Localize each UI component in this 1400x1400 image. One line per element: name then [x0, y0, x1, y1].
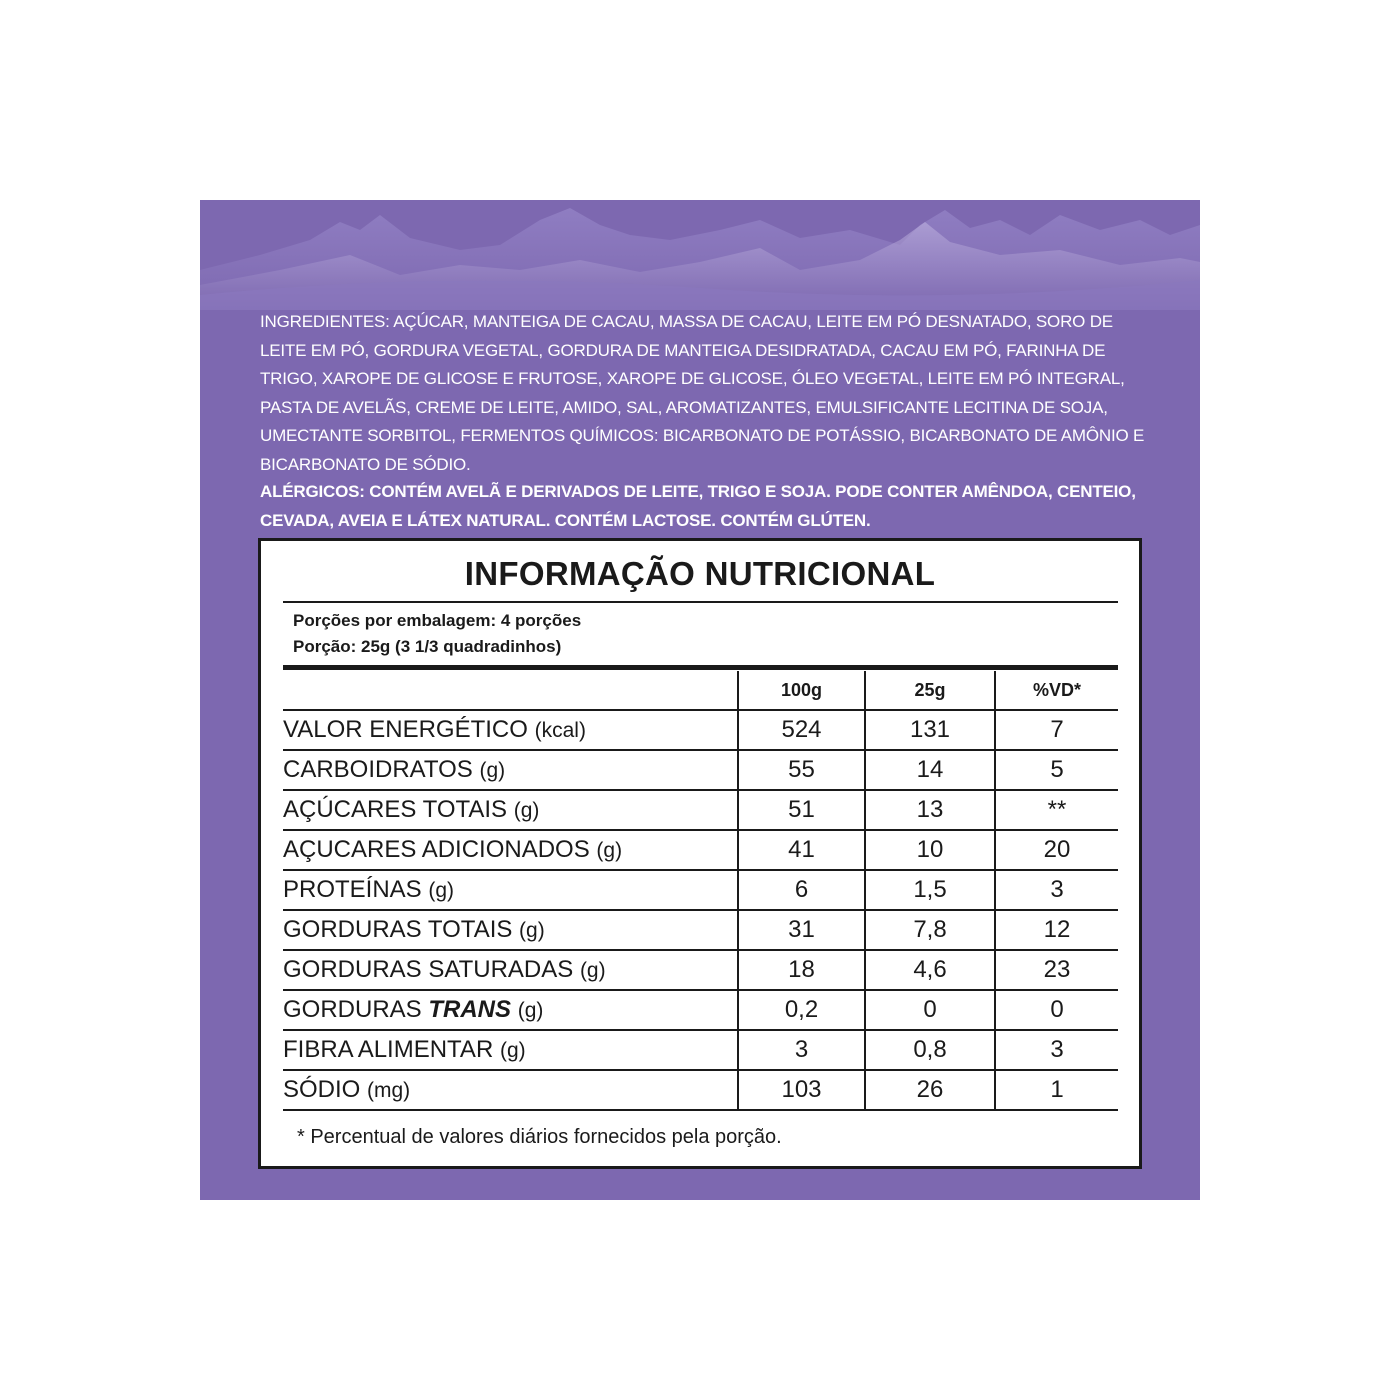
value-vd: 23 — [995, 950, 1118, 990]
servings-per-package: Porções por embalagem: 4 porções — [293, 611, 582, 630]
table-row — [283, 910, 1118, 950]
value-25g: 14 — [865, 750, 995, 790]
value-vd: 7 — [995, 710, 1118, 750]
value-25g: 1,5 — [865, 870, 995, 910]
table-row — [283, 790, 1118, 830]
nutrient-name: PROTEÍNAS (g) — [283, 870, 738, 910]
value-100g: 0,2 — [738, 990, 865, 1030]
table-row — [283, 950, 1118, 990]
header-nutrient — [283, 671, 738, 710]
value-100g: 55 — [738, 750, 865, 790]
value-25g: 0,8 — [865, 1030, 995, 1070]
nutrient-name: GORDURAS TOTAIS (g) — [283, 910, 738, 950]
title-divider — [283, 601, 1118, 603]
value-vd: 12 — [995, 910, 1118, 950]
ingredients-text: INGREDIENTES: AÇÚCAR, MANTEIGA DE CACAU, MASSA DE CACAU, LEITE EM PÓ DESNATADO, SORO DE LEITE EM PÓ, GORDURA VEGETAL, GORDURA DE MANTEIGA DESIDRATADA, CACAU EM PÓ, FARINHA DE TRIGO, XAROPE DE GLICOSE E FRUTOSE, XAROPE DE GLICOSE, ÓLEO VEGETAL, LEITE EM PÓ INTEGRAL, PASTA DE AVELÃS, CREME DE LEITE, AMIDO, SAL, AROMATIZANTES, EMULSIFICANTE LECITINA DE SOJA, UMECTANTE SORBITOL, FERMENTOS QUÍMICOS: BICARBONATO DE POTÁSSIO, BICARBONATO DE AMÔNIO E BICARBONATO DE SÓDIO. — [260, 312, 1145, 474]
nutrition-facts-box — [258, 538, 1142, 1169]
table-row — [283, 750, 1118, 790]
value-25g: 0 — [865, 990, 995, 1030]
nutrient-name: VALOR ENERGÉTICO (kcal) — [283, 710, 738, 750]
header-25g: 25g — [865, 671, 995, 710]
value-vd: 20 — [995, 830, 1118, 870]
value-100g: 103 — [738, 1070, 865, 1110]
header-vd: %VD* — [995, 671, 1118, 710]
table-row — [283, 1070, 1118, 1110]
value-25g: 4,6 — [865, 950, 995, 990]
value-100g: 51 — [738, 790, 865, 830]
table-header-row — [283, 671, 1118, 710]
nutrition-table — [283, 671, 1118, 1111]
value-25g: 7,8 — [865, 910, 995, 950]
table-row — [283, 830, 1118, 870]
table-row — [283, 870, 1118, 910]
value-vd: ** — [995, 790, 1118, 830]
nutrient-name: FIBRA ALIMENTAR (g) — [283, 1030, 738, 1070]
value-vd: 5 — [995, 750, 1118, 790]
nutrition-title: INFORMAÇÃO NUTRICIONAL — [464, 555, 936, 592]
value-25g: 13 — [865, 790, 995, 830]
nutrient-name: GORDURAS TRANS (g) — [283, 990, 738, 1030]
nutrient-name: GORDURAS SATURADAS (g) — [283, 950, 738, 990]
table-row — [283, 1030, 1118, 1070]
value-100g: 18 — [738, 950, 865, 990]
value-100g: 31 — [738, 910, 865, 950]
table-row — [283, 710, 1118, 750]
value-25g: 10 — [865, 830, 995, 870]
value-25g: 26 — [865, 1070, 995, 1110]
serving-divider — [283, 665, 1118, 670]
allergens-text: ALÉRGICOS: CONTÉM AVELÃ E DERIVADOS DE LEITE, TRIGO E SOJA. PODE CONTER AMÊNDOA, CENTEIO, CEVADA, AVEIA E LÁTEX NATURAL. CONTÉM LACTOSE. CONTÉM GLÚTEN. — [260, 482, 1136, 530]
value-100g: 41 — [738, 830, 865, 870]
value-100g: 524 — [738, 710, 865, 750]
nutrient-name: AÇÚCARES TOTAIS (g) — [283, 790, 738, 830]
footnote: * Percentual de valores diários fornecidos pela porção. — [297, 1126, 782, 1148]
header-100g: 100g — [738, 671, 865, 710]
value-vd: 3 — [995, 1030, 1118, 1070]
nutrient-name: AÇUCARES ADICIONADOS (g) — [283, 830, 738, 870]
serving-size: Porção: 25g (3 1/3 quadradinhos) — [293, 637, 562, 656]
nutrient-name: CARBOIDRATOS (g) — [283, 750, 738, 790]
value-vd: 3 — [995, 870, 1118, 910]
nutrient-name: SÓDIO (mg) — [283, 1070, 738, 1110]
mountain-illustration — [200, 200, 1200, 310]
product-label-panel — [200, 200, 1200, 1200]
value-vd: 0 — [995, 990, 1118, 1030]
value-vd: 1 — [995, 1070, 1118, 1110]
value-100g: 6 — [738, 870, 865, 910]
value-25g: 131 — [865, 710, 995, 750]
table-row — [283, 990, 1118, 1030]
value-100g: 3 — [738, 1030, 865, 1070]
